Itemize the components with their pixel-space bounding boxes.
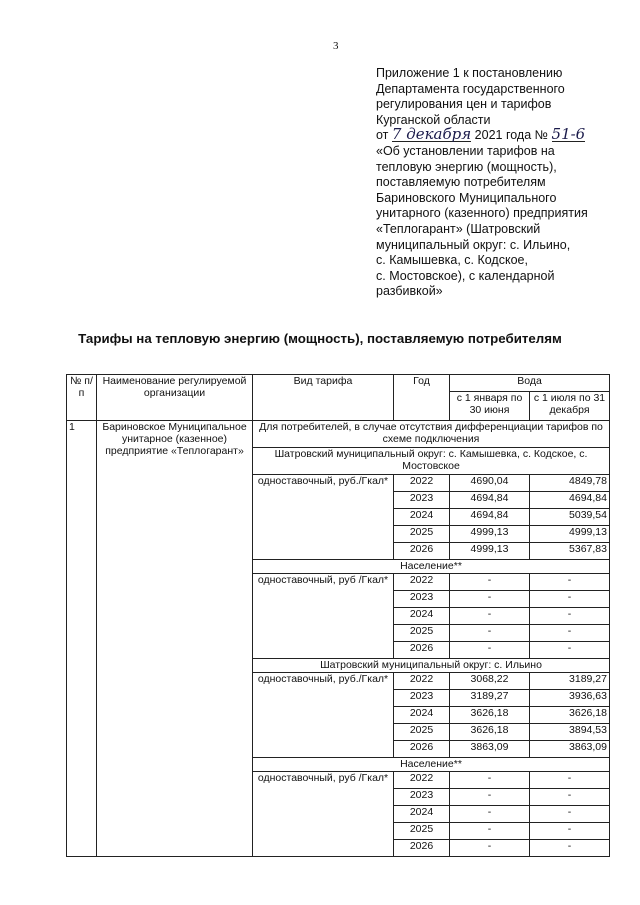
tariff-type: одноставочный, руб./Гкал* bbox=[253, 673, 394, 758]
value-cell: - bbox=[530, 608, 610, 625]
tariff-type: одноставочный, руб./Гкал* bbox=[253, 475, 394, 560]
appendix-line: с. Камышевка, с. Кодское, bbox=[376, 253, 528, 268]
value-cell: - bbox=[450, 625, 530, 642]
year-cell: 2026 bbox=[394, 741, 450, 758]
value-cell: - bbox=[450, 642, 530, 659]
year-cell: 2024 bbox=[394, 707, 450, 724]
page-number: 3 bbox=[333, 40, 339, 52]
appendix-line: с. Мостовское), с календарной bbox=[376, 268, 555, 283]
value-cell: 3626,18 bbox=[530, 707, 610, 724]
header-water: Вода bbox=[450, 375, 610, 392]
appendix-line: Приложение 1 к постановлению bbox=[376, 66, 563, 80]
value-cell: - bbox=[530, 642, 610, 659]
decree-number-handwritten: 51-6 bbox=[551, 125, 586, 144]
year-cell: 2023 bbox=[394, 591, 450, 608]
value-cell: - bbox=[450, 823, 530, 840]
value-cell: 3936,63 bbox=[530, 690, 610, 707]
value-cell: - bbox=[450, 772, 530, 789]
org-number: 1 bbox=[67, 421, 97, 857]
value-cell: 5039,54 bbox=[530, 509, 610, 526]
value-cell: - bbox=[530, 625, 610, 642]
year-cell: 2025 bbox=[394, 625, 450, 642]
year-cell: 2022 bbox=[394, 475, 450, 492]
appendix-line: Департамента государственного bbox=[376, 81, 565, 96]
population-heading: Население** bbox=[253, 758, 610, 772]
year-cell: 2025 bbox=[394, 526, 450, 543]
header-period-1: с 1 января по 30 июня bbox=[450, 392, 530, 421]
appendix-line: «Об установлении тарифов на bbox=[376, 143, 555, 158]
value-cell: 3863,09 bbox=[450, 741, 530, 758]
value-cell: 4694,84 bbox=[530, 492, 610, 509]
value-cell: - bbox=[450, 574, 530, 591]
value-cell: - bbox=[530, 806, 610, 823]
appendix-line: тепловую энергию (мощность), bbox=[376, 159, 557, 174]
appendix-line: «Теплогарант» (Шатровский bbox=[376, 221, 541, 236]
year-cell: 2023 bbox=[394, 690, 450, 707]
tariff-type: одноставочный, руб /Гкал* bbox=[253, 772, 394, 857]
tariff-type: одноставочный, руб /Гкал* bbox=[253, 574, 394, 659]
year-cell: 2022 bbox=[394, 673, 450, 690]
year-cell: 2022 bbox=[394, 574, 450, 591]
year-cell: 2024 bbox=[394, 509, 450, 526]
value-cell: 3894,53 bbox=[530, 724, 610, 741]
value-cell: - bbox=[530, 574, 610, 591]
value-cell: 3068,22 bbox=[450, 673, 530, 690]
area-kamyshevka-kodskoe-mostovskoe: Шатровский муниципальный округ: с. Камышевка, с. Кодское, с. Мостовское bbox=[253, 448, 610, 475]
value-cell: 4694,84 bbox=[450, 492, 530, 509]
year-cell: 2026 bbox=[394, 642, 450, 659]
year-cell: 2023 bbox=[394, 492, 450, 509]
appendix-line: унитарного (казенного) предприятия bbox=[376, 206, 588, 221]
page-title: Тарифы на тепловую энергию (мощность), поставляемую потребителям bbox=[78, 331, 562, 346]
value-cell: - bbox=[530, 840, 610, 857]
value-cell: - bbox=[530, 823, 610, 840]
header-type: Вид тарифа bbox=[253, 375, 394, 421]
year-cell: 2025 bbox=[394, 823, 450, 840]
value-cell: 4690,04 bbox=[450, 475, 530, 492]
header-period-2: с 1 июля по 31 декабря bbox=[530, 392, 610, 421]
year-cell: 2025 bbox=[394, 724, 450, 741]
year-cell: 2022 bbox=[394, 772, 450, 789]
value-cell: 4849,78 bbox=[530, 475, 610, 492]
area-ilino: Шатровский муниципальный округ: с. Ильино bbox=[253, 659, 610, 673]
value-cell: - bbox=[450, 608, 530, 625]
value-cell: 3189,27 bbox=[450, 690, 530, 707]
appendix-line: разбивкой» bbox=[376, 284, 443, 299]
year-cell: 2024 bbox=[394, 608, 450, 625]
appendix-header bbox=[376, 66, 616, 300]
decree-date-handwritten: 7 декабря bbox=[391, 125, 472, 144]
appendix-line: муниципальный округ: с. Ильино, bbox=[376, 237, 571, 252]
value-cell: 3863,09 bbox=[530, 741, 610, 758]
appendix-line: Бариновского Муниципального bbox=[376, 190, 557, 205]
header-year: Год bbox=[394, 375, 450, 421]
population-heading: Население** bbox=[253, 560, 610, 574]
appendix-line: Курганской области bbox=[376, 112, 491, 127]
value-cell: 3189,27 bbox=[530, 673, 610, 690]
value-cell: - bbox=[530, 591, 610, 608]
value-cell: 4999,13 bbox=[450, 543, 530, 560]
header-num: № п/п bbox=[67, 375, 97, 421]
decree-line bbox=[376, 125, 616, 144]
decree-from: от bbox=[376, 128, 389, 143]
year-cell: 2023 bbox=[394, 789, 450, 806]
value-cell: - bbox=[450, 591, 530, 608]
value-cell: 4999,13 bbox=[450, 526, 530, 543]
note-no-differentiation: Для потребителей, в случае отсутствия дифференциации тарифов по схеме подключения bbox=[253, 421, 610, 448]
header-org: Наименование регулируемой организации bbox=[97, 375, 253, 421]
value-cell: 3626,18 bbox=[450, 707, 530, 724]
value-cell: - bbox=[450, 840, 530, 857]
value-cell: 4999,13 bbox=[530, 526, 610, 543]
decree-year: 2021 года № bbox=[474, 128, 549, 143]
value-cell: 5367,83 bbox=[530, 543, 610, 560]
value-cell: 4694,84 bbox=[450, 509, 530, 526]
year-cell: 2026 bbox=[394, 840, 450, 857]
value-cell: - bbox=[530, 789, 610, 806]
value-cell: - bbox=[450, 806, 530, 823]
appendix-line: регулирования цен и тарифов bbox=[376, 97, 552, 112]
value-cell: 3626,18 bbox=[450, 724, 530, 741]
value-cell: - bbox=[450, 789, 530, 806]
year-cell: 2024 bbox=[394, 806, 450, 823]
value-cell: - bbox=[530, 772, 610, 789]
tariff-table bbox=[66, 374, 610, 857]
appendix-line: поставляемую потребителям bbox=[376, 175, 546, 190]
year-cell: 2026 bbox=[394, 543, 450, 560]
org-name: Бариновское Муниципальное унитарное (казенное) предприятие «Теплогарант» bbox=[97, 421, 253, 857]
